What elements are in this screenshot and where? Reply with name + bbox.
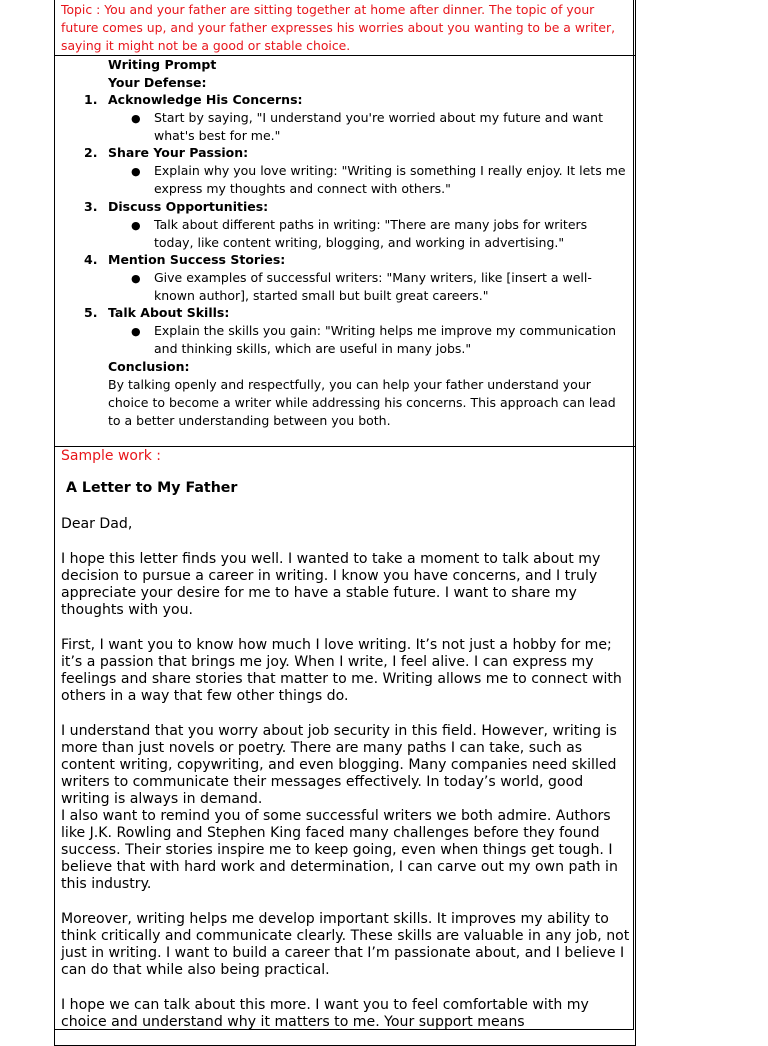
topic-box: Topic : You and your father are sitting together at home after dinner. The topic of your future comes up, and your father expresses his worries about you wanting to be a writer, saying it might not be a good or stable choice.: [54, 0, 636, 56]
conclusion-text: By talking openly and respectfully, you can help your father understand your choice to become a writer while addressing his concerns. This approach can lead to a better understanding between you both.: [108, 377, 616, 428]
item-number: 3.: [84, 199, 98, 214]
letter-greeting: Dear Dad,: [61, 516, 133, 532]
letter-paragraph: I hope we can talk about this more. I want you to feel comfortable with my choice and understand why it matters to me. Your support means: [61, 997, 589, 1030]
bullet-icon: ●: [131, 325, 141, 338]
item-detail: Talk about different paths in writing: "There are many jobs for writers today, like content writing, blogging, and working in advertising.": [154, 217, 588, 250]
bullet-icon: ●: [131, 165, 141, 178]
item-detail: Explain the skills you gain: "Writing helps me improve my communication and thinking skills, which are useful in many jobs.": [154, 323, 617, 356]
item-detail: Give examples of successful writers: "Many writers, like [insert a well-known author], started small but built great careers.": [154, 270, 592, 303]
item-heading: Share Your Passion:: [108, 145, 249, 160]
item-detail: Start by saying, "I understand you're worried about my future and want what's best for me.": [154, 110, 603, 143]
item-heading: Mention Success Stories:: [108, 252, 286, 267]
prompt-title: Writing Prompt: [108, 57, 217, 72]
letter-paragraph: I also want to remind you of some successful writers we both admire. Authors like J.K. Rowling and Stephen King faced many challenges before they found success. Their stories inspire me to keep going, even when things get tough. I believe that with hard work and determination, I can carve out my own path in this industry.: [61, 808, 618, 892]
prompt-defense-heading: Your Defense:: [108, 75, 207, 90]
letter-paragraph: Moreover, writing helps me develop important skills. It improves my ability to think critically and communicate clearly. These skills are valuable in any job, not just in writing. I want to build a career that I’m passionate about, and I believe I can do that while also being practical.: [61, 911, 630, 978]
item-number: 4.: [84, 252, 98, 267]
bullet-icon: ●: [131, 112, 141, 125]
letter-title: A Letter to My Father: [66, 480, 238, 496]
sample-work-label: Sample work :: [61, 448, 161, 464]
item-number: 1.: [84, 92, 98, 107]
sample-work-box: [54, 446, 636, 1046]
letter-paragraph: I understand that you worry about job security in this field. However, writing is more than just novels or poetry. There are many paths I can take, such as content writing, copywriting, and even blogging. Many companies need skilled writers to communicate their messages effectively. In today’s world, good writing is always in demand.: [61, 723, 617, 807]
bullet-icon: ●: [131, 272, 141, 285]
writing-prompt-box: [54, 55, 636, 447]
item-heading: Acknowledge His Concerns:: [108, 92, 303, 107]
item-detail: Explain why you love writing: "Writing is something I really enjoy. It lets me express my thoughts and connect with others.": [154, 163, 626, 196]
item-heading: Discuss Opportunities:: [108, 199, 269, 214]
letter-paragraph: First, I want you to know how much I love writing. It’s not just a hobby for me; it’s a passion that brings me joy. When I write, I feel alive. I can express my feelings and share stories that matter to me. Writing allows me to connect with others in a way that few other things do.: [61, 637, 622, 704]
bullet-icon: ●: [131, 219, 141, 232]
item-number: 5.: [84, 305, 98, 320]
letter-paragraph: I hope this letter finds you well. I wanted to take a moment to talk about my decision to pursue a career in writing. I know you have concerns, and I truly appreciate your desire for me to have a stable future. I want to share my thoughts with you.: [61, 551, 601, 618]
item-number: 2.: [84, 145, 98, 160]
item-heading: Talk About Skills:: [108, 305, 230, 320]
conclusion-heading: Conclusion:: [108, 359, 190, 374]
